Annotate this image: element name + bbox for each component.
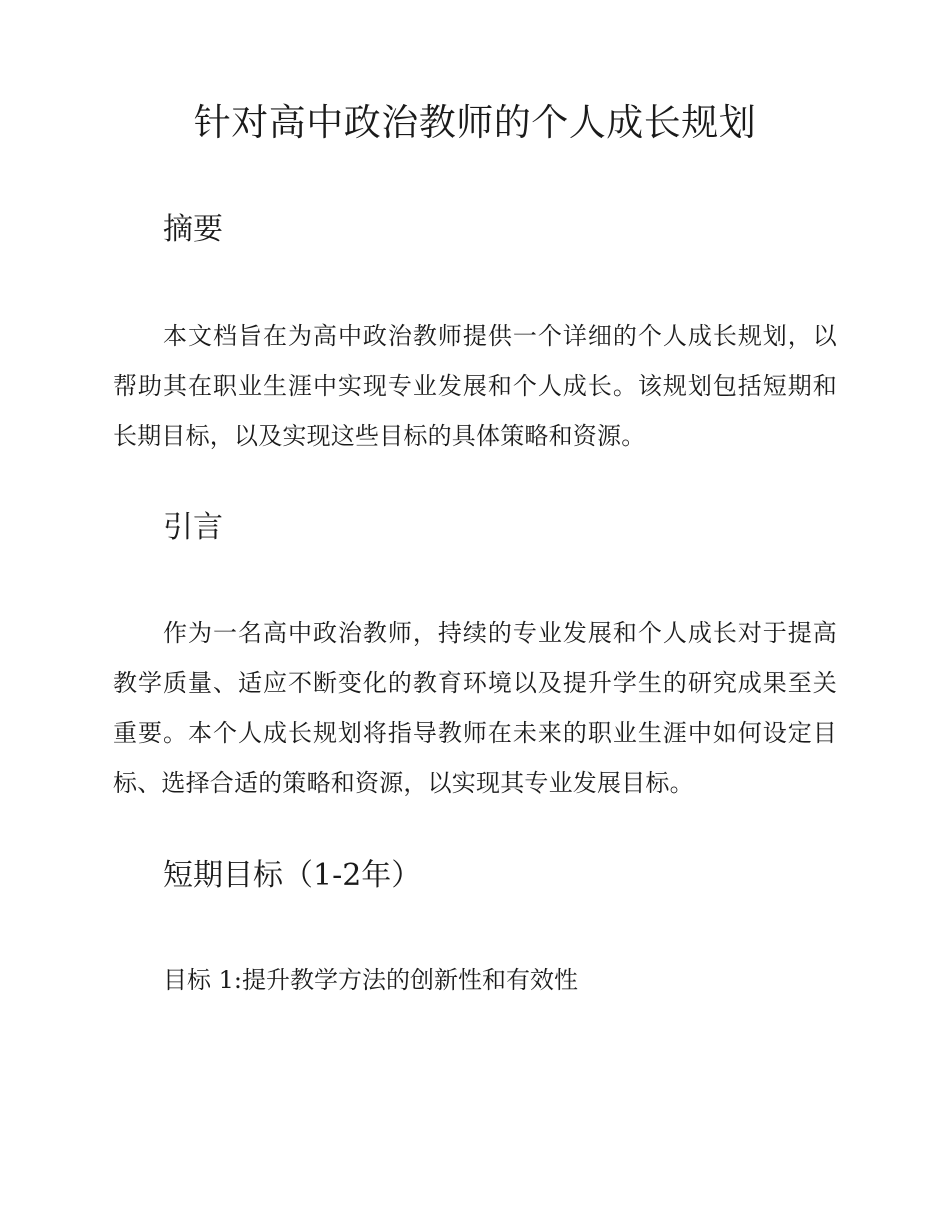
introduction-paragraph: 作为一名高中政治教师，持续的专业发展和个人成长对于提高教学质量、适应不断变化的教育环境以及提升学生的研究成果至关重要。本个人成长规划将指导教师在未来的职业生涯中如何设定目标、选择合适的策略和资源，以实现其专业发展目标。: [113, 619, 837, 797]
introduction-heading: 引言: [163, 510, 223, 545]
goal-1-subheading: 目标 1:提升教学方法的创新性和有效性: [163, 966, 578, 994]
abstract-heading: 摘要: [163, 212, 223, 247]
abstract-paragraph: 本文档旨在为高中政治教师提供一个详细的个人成长规划，以帮助其在职业生涯中实现专业发展和个人成长。该规划包括短期和长期目标，以及实现这些目标的具体策略和资源。: [113, 322, 837, 450]
short-term-goals-heading: 短期目标（1-2年）: [163, 858, 422, 893]
document-title: 针对高中政治教师的个人成长规划: [193, 101, 757, 144]
